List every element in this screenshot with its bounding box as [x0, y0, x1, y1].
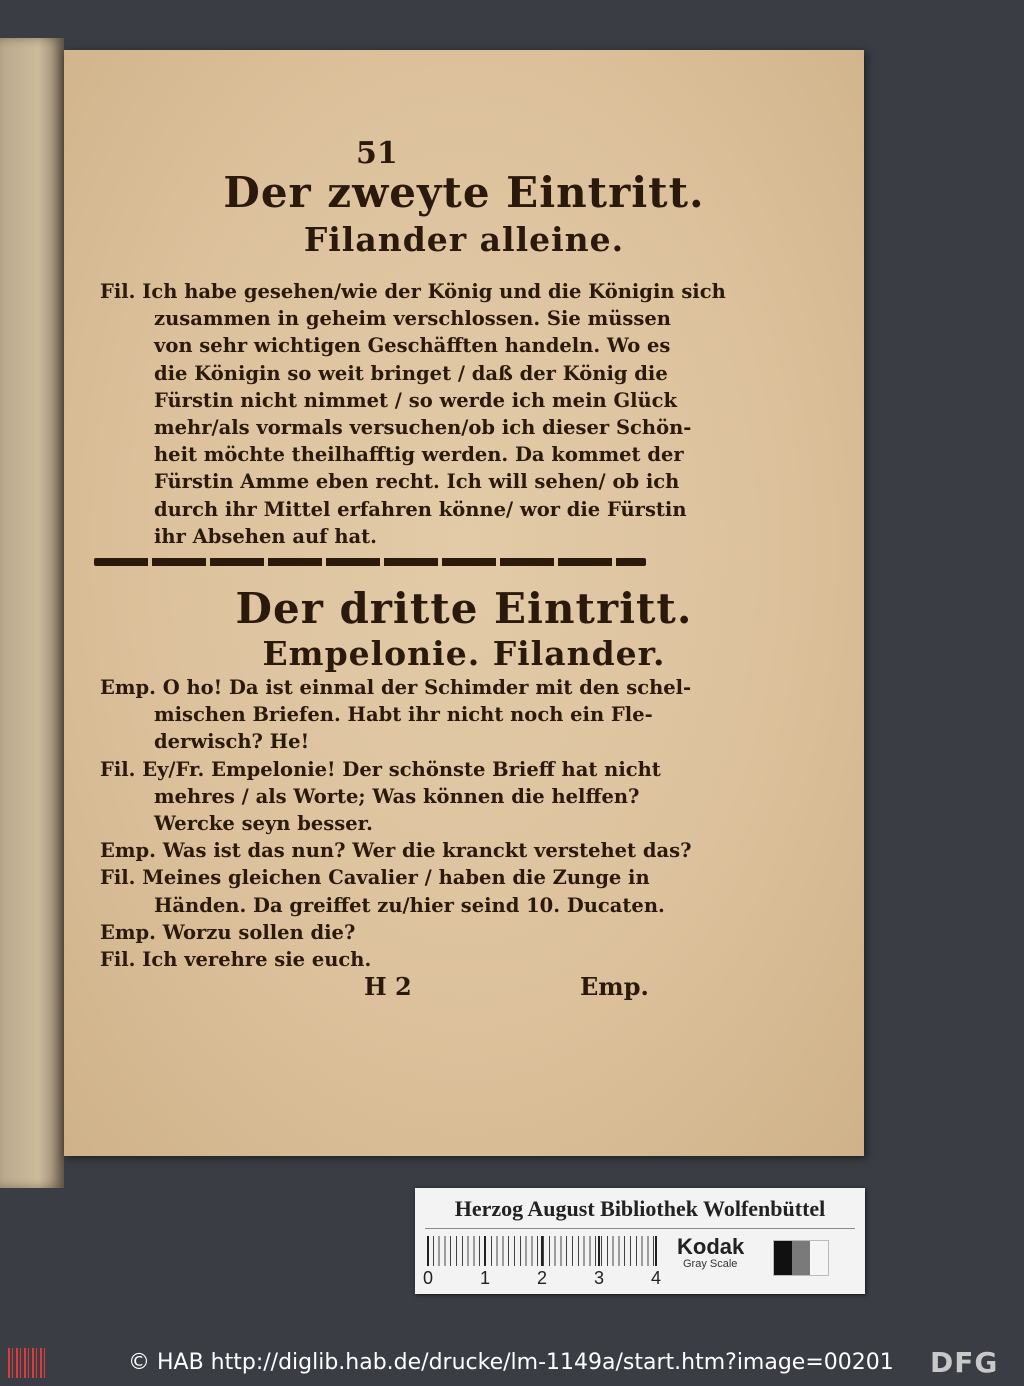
text-line: Fürstin nicht nimmet / so werde ich mein Glück	[154, 388, 678, 412]
text-line: durch ihr Mittel erfahren könne/ wor die Fürstin	[154, 497, 687, 521]
text-line: derwisch? He!	[154, 730, 310, 754]
text-line: Händen. Da greiffet zu/hier seind 10. Ducaten.	[154, 893, 665, 917]
ruler-major-tick	[541, 1236, 543, 1266]
scene3-text	[100, 674, 692, 973]
text-line: ihr Absehen auf hat.	[154, 524, 377, 548]
library-name: Herzog August Bibliothek Wolfenbüttel	[454, 1196, 826, 1221]
color-calibration-card	[415, 1188, 865, 1294]
swatch-gray	[792, 1241, 810, 1275]
facing-page-edge	[0, 38, 64, 1188]
text-line: mehr/als vormals versuchen/ob ich dieser Schön-	[154, 415, 692, 439]
ruler-major-tick	[598, 1236, 600, 1266]
text-line: Wercke seyn besser.	[154, 811, 373, 835]
section-divider	[94, 558, 646, 566]
text-line: Emp. O ho! Da ist einmal der Schimder mit den schel-	[100, 676, 692, 699]
scene2-persons: Filander alleine.	[303, 220, 625, 259]
text-line: Fil. Meines gleichen Cavalier / haben die Zunge in	[100, 866, 650, 890]
ruler-label: 4	[651, 1268, 662, 1288]
text-line: heit möchte theilhafftig werden. Da kommet der	[154, 443, 684, 467]
text-line: Fil. Ich habe gesehen/wie der König und die Königin sich	[100, 280, 726, 303]
text-line: von sehr wichtigen Geschäfften handeln. Wo es	[154, 334, 671, 358]
text-line: Fil. Ich verehre sie euch.	[100, 947, 372, 971]
copyright-link[interactable]: © HAB http://diglib.hab.de/drucke/lm-1149a/start.htm?image=00201	[128, 1350, 894, 1375]
gray-scale-label: Gray Scale	[683, 1258, 738, 1270]
text-line: Emp. Worzu sollen die?	[100, 920, 356, 944]
text-line: Fil. Ey/Fr. Empelonie! Der schönste Brieff hat nicht	[100, 757, 661, 781]
ruler-label: 0	[423, 1268, 434, 1288]
swatch-black	[774, 1241, 792, 1275]
dfg-logo: DFG	[930, 1346, 999, 1379]
ruler-major-tick	[427, 1236, 429, 1266]
scene3-title: Der dritte Eintritt.	[235, 584, 693, 633]
scene2-text	[100, 278, 726, 550]
swatch-white	[810, 1241, 828, 1275]
card-divider	[425, 1228, 855, 1229]
gray-swatches	[773, 1240, 829, 1276]
text-line: zusammen in geheim verschlossen. Sie müssen	[154, 307, 671, 331]
text-line: Fürstin Amme eben recht. Ich will sehen/ ob ich	[154, 470, 680, 494]
book-page	[64, 50, 864, 1156]
ruler-major-tick	[484, 1236, 486, 1266]
text-line: mischen Briefen. Habt ihr nicht noch ein Fle-	[154, 703, 653, 727]
kodak-brand: Kodak	[677, 1234, 745, 1259]
scale-ruler	[427, 1236, 659, 1266]
text-line: Emp. Was ist das nun? Wer die kranckt verstehet das?	[100, 839, 692, 863]
catchword: Emp.	[580, 972, 649, 1001]
text-line: mehres / als Worte; Was können die helffen?	[154, 784, 640, 808]
page-number: 51	[356, 136, 398, 171]
viewer-footer	[0, 1342, 1024, 1386]
barcode-icon	[8, 1348, 46, 1378]
signature-mark: H 2	[364, 972, 412, 1001]
scene3-persons: Empelonie. Filander.	[262, 634, 666, 673]
ruler-label: 3	[594, 1268, 605, 1288]
ruler-major-tick	[655, 1236, 657, 1266]
text-line: die Königin so weit bringet / daß der König die	[154, 361, 668, 385]
ruler-label: 1	[480, 1268, 491, 1288]
ruler-labels	[423, 1268, 667, 1290]
ruler-label: 2	[537, 1268, 548, 1288]
scene2-title: Der zweyte Eintritt.	[223, 168, 705, 217]
